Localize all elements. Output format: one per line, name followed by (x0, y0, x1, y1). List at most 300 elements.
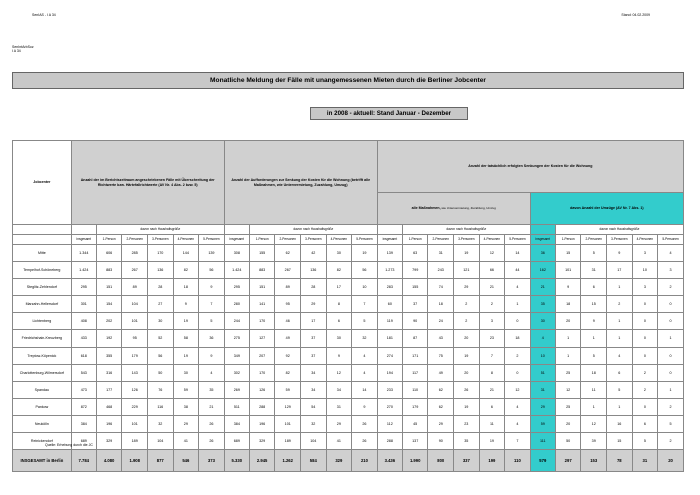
value-cell: 177 (96, 381, 122, 398)
value-cell: 280 (224, 296, 249, 313)
value-cell: 6 (479, 398, 505, 415)
value-cell: 384 (224, 415, 249, 432)
value-cell: 1 (505, 296, 531, 313)
value-cell: 29 (301, 296, 327, 313)
value-cell: 0 (658, 347, 684, 364)
value-cell: 89 (122, 279, 148, 296)
value-cell: 78 (607, 450, 633, 472)
value-cell: 1.424 (224, 262, 249, 279)
value-cell: 30 (530, 313, 555, 330)
col-header-4-person: 4-Personen (479, 235, 505, 245)
value-cell: 62 (428, 381, 454, 398)
value-cell: 39 (581, 433, 607, 450)
value-cell: 199 (479, 450, 505, 472)
value-cell: 44 (505, 262, 531, 279)
value-cell: 337 (454, 450, 480, 472)
value-cell: 17 (301, 313, 327, 330)
table-row (13, 433, 684, 450)
value-cell: 137 (402, 433, 428, 450)
value-cell: 26 (199, 433, 225, 450)
value-cell: 3.436 (377, 450, 402, 472)
value-cell: 4 (607, 347, 633, 364)
jobcenter-name: Charlottenburg-Wilmersdorf (13, 364, 72, 381)
group-header-requests: Anzahl der Aufforderungen zur Senkung der Kosten für die Wohnung (betrifft alle Maßnahmen, wie Untervermietung, Zuzahlung, Umzug) (224, 141, 377, 225)
jobcenter-name: Pankow (13, 398, 72, 415)
value-cell: 1 (607, 398, 633, 415)
value-cell: 151 (249, 279, 275, 296)
value-cell: 82 (326, 262, 352, 279)
value-cell: 618 (71, 347, 96, 364)
col-header-1-person: 1-Person (96, 235, 122, 245)
col-header-3-person: 3-Personen (147, 235, 173, 245)
value-cell: 7 (479, 347, 505, 364)
jobcenter-name: Lichtenberg (13, 313, 72, 330)
value-cell: 2.945 (249, 450, 275, 472)
value-cell: 5.330 (224, 450, 249, 472)
value-cell: 38 (173, 398, 199, 415)
value-cell: 56 (352, 262, 378, 279)
value-cell: 4 (530, 330, 555, 347)
value-cell: 1 (607, 279, 633, 296)
col-header-total: insgesamt (71, 235, 96, 245)
col-header-2-person: 2-Personen (581, 235, 607, 245)
table-row (13, 364, 684, 381)
value-cell: 877 (147, 450, 173, 472)
value-cell: 207 (249, 347, 275, 364)
value-cell: 244 (224, 313, 249, 330)
value-cell: 5 (581, 245, 607, 262)
value-cell: 301 (71, 296, 96, 313)
value-cell: 92 (275, 347, 301, 364)
group-header-moves: davon Anzahl der Umzüge (AV Nr. 7 Abs. 1) (530, 193, 683, 225)
value-cell: 20 (555, 313, 581, 330)
value-cell: 25 (555, 364, 581, 381)
value-cell: 26 (199, 415, 225, 432)
value-cell: 243 (428, 262, 454, 279)
value-cell: 26 (352, 433, 378, 450)
value-cell: 20 (658, 450, 684, 472)
col-header-5-person: 5-Personen (352, 235, 378, 245)
value-cell: 4 (352, 364, 378, 381)
value-cell: 6 (607, 364, 633, 381)
household-size-header: davon nach Haushaltsgröße (555, 225, 683, 235)
value-cell: 9 (199, 279, 225, 296)
value-cell: 18 (505, 330, 531, 347)
value-cell: 21 (479, 279, 505, 296)
value-cell: 4 (352, 347, 378, 364)
value-cell: 2 (479, 296, 505, 313)
value-cell: 29 (454, 279, 480, 296)
value-cell: 1 (607, 330, 633, 347)
value-cell: 139 (199, 245, 225, 262)
col-header-total: insgesamt (530, 235, 555, 245)
jobcenter-name: Spandau (13, 381, 72, 398)
value-cell: 0 (632, 296, 658, 313)
value-cell: 10 (352, 279, 378, 296)
value-cell: 151 (96, 279, 122, 296)
value-cell: 0 (658, 364, 684, 381)
value-cell: 1.344 (71, 245, 96, 262)
value-cell: 144 (173, 245, 199, 262)
value-cell: 155 (249, 245, 275, 262)
value-cell: 689 (71, 433, 96, 450)
value-cell: 3 (632, 279, 658, 296)
value-cell: 288 (249, 398, 275, 415)
value-cell: 302 (224, 364, 249, 381)
value-cell: 10 (530, 347, 555, 364)
value-cell: 41 (326, 433, 352, 450)
value-cell: 0 (632, 347, 658, 364)
table-row (13, 381, 684, 398)
jobcenter-header: Jobcenter (13, 141, 72, 225)
value-cell: 9 (352, 398, 378, 415)
report-title: Monatliche Meldung der Fälle mit unangemessenen Mieten durch die Berliner Jobcenter (12, 72, 684, 89)
value-cell: 28 (147, 279, 173, 296)
value-cell: 274 (377, 347, 402, 364)
value-cell: 31 (530, 381, 555, 398)
value-cell: 5 (352, 313, 378, 330)
value-cell: 29 (428, 415, 454, 432)
value-cell: 121 (454, 262, 480, 279)
col-header-4-person: 4-Personen (632, 235, 658, 245)
value-cell: 136 (147, 262, 173, 279)
household-size-header: davon nach Haushaltsgröße (96, 225, 224, 235)
value-cell: 0 (632, 313, 658, 330)
value-cell: 110 (505, 450, 531, 472)
empty-header-cell (71, 225, 96, 235)
jobcenter-name: Marzahn-Hellersdorf (13, 296, 72, 313)
all-measures-label: alle Maßnahmen, (411, 206, 441, 211)
value-cell: 1.273 (377, 262, 402, 279)
group-header-reductions: Anzahl der tatsächlich erfolgten Senkungen der Kosten für die Wohnung (377, 141, 683, 193)
value-cell: 872 (71, 398, 96, 415)
col-header-4-person: 4-Personen (326, 235, 352, 245)
value-cell: 15 (607, 433, 633, 450)
value-cell: 17 (607, 262, 633, 279)
value-cell: 21 (530, 279, 555, 296)
value-cell: 4 (505, 279, 531, 296)
value-cell: 4 (505, 415, 531, 432)
value-cell: 31 (326, 398, 352, 415)
value-cell: 408 (71, 313, 96, 330)
value-cell: 297 (555, 450, 581, 472)
value-cell: 50 (147, 364, 173, 381)
value-cell: 2 (505, 347, 531, 364)
value-cell: 295 (224, 279, 249, 296)
value-cell: 127 (249, 330, 275, 347)
value-cell: 31 (581, 262, 607, 279)
value-cell: 23 (454, 415, 480, 432)
col-header-1-person: 1-Person (555, 235, 581, 245)
value-cell: 9 (326, 347, 352, 364)
group-header-written: Anzahl der im Berichtszeitraum angeschriebenen Fälle mit Überschreitung der Richtwerte bzw. Härtefallrichtwerte (AV Nr. 4 Abs. 2 bzw. 5) (71, 141, 224, 225)
jobcenter-name: Friedrichshain-Kreuzberg (13, 330, 72, 347)
value-cell: 32 (301, 415, 327, 432)
value-cell: 14 (505, 245, 531, 262)
value-cell: 34 (326, 381, 352, 398)
empty-header-cell (224, 225, 249, 235)
value-cell: 126 (249, 381, 275, 398)
page-header-right: Stand: 04.02.2009 (621, 13, 650, 17)
value-cell: 689 (224, 433, 249, 450)
value-cell: 329 (249, 433, 275, 450)
value-cell: 7 (352, 296, 378, 313)
value-cell: 116 (147, 398, 173, 415)
value-cell: 5 (607, 381, 633, 398)
value-cell: 76 (147, 381, 173, 398)
household-size-header: davon nach Haushaltsgröße (402, 225, 530, 235)
value-cell: 15 (555, 245, 581, 262)
value-cell: 101 (275, 415, 301, 432)
value-cell: 19 (173, 313, 199, 330)
value-cell: 0 (505, 364, 531, 381)
department-reference (12, 45, 34, 53)
value-cell: 2 (454, 313, 480, 330)
value-cell: 21 (199, 398, 225, 415)
value-cell: 1 (658, 330, 684, 347)
value-cell: 799 (402, 262, 428, 279)
value-cell: 0 (632, 398, 658, 415)
col-header-1-person: 1-Person (402, 235, 428, 245)
value-cell: 9 (199, 347, 225, 364)
col-header-2-person: 2-Personen (428, 235, 454, 245)
value-cell: 104 (122, 296, 148, 313)
empty-header-cell (530, 225, 555, 235)
value-cell: 35 (199, 381, 225, 398)
col-header-3-person: 3-Personen (301, 235, 327, 245)
value-cell: 4.080 (96, 450, 122, 472)
value-cell: 181 (377, 330, 402, 347)
value-cell: 5 (581, 347, 607, 364)
value-cell: 7 (199, 296, 225, 313)
value-cell: 12 (555, 381, 581, 398)
value-cell: 1 (658, 381, 684, 398)
value-cell: 19 (454, 398, 480, 415)
value-cell: 37 (402, 296, 428, 313)
value-cell: 111 (530, 433, 555, 450)
value-cell: 29 (326, 415, 352, 432)
table-row (13, 245, 684, 262)
value-cell: 155 (402, 279, 428, 296)
table-row (13, 398, 684, 415)
value-cell: 36 (199, 330, 225, 347)
value-cell: 800 (428, 450, 454, 472)
value-cell: 89 (275, 279, 301, 296)
value-cell: 584 (301, 450, 327, 472)
value-cell: 229 (122, 398, 148, 415)
value-cell: 6 (581, 279, 607, 296)
table-row (13, 415, 684, 432)
value-cell: 196 (249, 415, 275, 432)
value-cell: 59 (530, 415, 555, 432)
value-cell: 473 (71, 381, 96, 398)
value-cell: 37 (301, 347, 327, 364)
value-cell: 136 (301, 262, 327, 279)
value-cell: 12 (581, 415, 607, 432)
value-cell: 31 (428, 245, 454, 262)
value-cell: 267 (275, 262, 301, 279)
value-cell: 12 (326, 364, 352, 381)
value-cell: 9 (173, 296, 199, 313)
value-cell: 63 (402, 245, 428, 262)
value-cell: 179 (122, 347, 148, 364)
value-cell: 59 (173, 381, 199, 398)
value-cell: 110 (402, 381, 428, 398)
value-cell: 82 (173, 262, 199, 279)
value-cell: 26 (352, 415, 378, 432)
value-cell: 285 (122, 245, 148, 262)
value-cell: 12 (479, 245, 505, 262)
value-cell: 0 (658, 296, 684, 313)
col-header-2-person: 2-Personen (122, 235, 148, 245)
total-row (13, 450, 684, 472)
value-cell: 45 (402, 415, 428, 432)
value-cell: 4 (658, 245, 684, 262)
col-header-total: insgesamt (224, 235, 249, 245)
empty-header-cell (377, 225, 402, 235)
value-cell: 37 (301, 330, 327, 347)
value-cell: 34 (301, 364, 327, 381)
value-cell: 1.908 (122, 450, 148, 472)
value-cell: 11 (581, 381, 607, 398)
value-cell: 21 (479, 381, 505, 398)
col-header-1-person: 1-Person (249, 235, 275, 245)
value-cell: 101 (555, 262, 581, 279)
value-cell: 31 (632, 450, 658, 472)
table-row (13, 313, 684, 330)
value-cell: 194 (377, 364, 402, 381)
value-cell: 104 (301, 433, 327, 450)
value-cell: 60 (377, 296, 402, 313)
value-cell: 2 (454, 296, 480, 313)
value-cell: 143 (122, 364, 148, 381)
value-cell: 104 (147, 433, 173, 450)
value-cell: 14 (352, 381, 378, 398)
value-cell: 90 (402, 313, 428, 330)
value-cell: 15 (581, 296, 607, 313)
value-cell: 8 (326, 296, 352, 313)
value-cell: 3 (632, 245, 658, 262)
value-cell: 329 (96, 433, 122, 450)
value-cell: 355 (96, 347, 122, 364)
value-cell: 308 (224, 245, 249, 262)
col-header-total: insgesamt (377, 235, 402, 245)
value-cell: 19 (173, 347, 199, 364)
value-cell: 154 (96, 296, 122, 313)
value-cell: 171 (402, 347, 428, 364)
value-cell: 189 (122, 433, 148, 450)
value-cell: 56 (199, 262, 225, 279)
value-cell: 295 (71, 279, 96, 296)
value-cell: 1 (581, 330, 607, 347)
jobcenter-name: Treptow-Köpenick (13, 347, 72, 364)
value-cell: 141 (249, 296, 275, 313)
jobcenter-name: Reinickendorf (13, 433, 72, 450)
value-cell: 196 (96, 415, 122, 432)
value-cell: 101 (122, 313, 148, 330)
value-cell: 546 (173, 450, 199, 472)
value-cell: 129 (275, 398, 301, 415)
value-cell: 16 (607, 415, 633, 432)
col-header-5-person: 5-Personen (505, 235, 531, 245)
table-row (13, 347, 684, 364)
value-cell: 95 (122, 330, 148, 347)
value-cell: 1 (607, 313, 633, 330)
value-cell: 269 (224, 381, 249, 398)
value-cell: 32 (147, 415, 173, 432)
value-cell: 59 (275, 381, 301, 398)
value-cell: 6 (632, 415, 658, 432)
value-cell: 283 (377, 279, 402, 296)
reference-line-2: I A 34 (12, 49, 21, 53)
col-header-5-person: 5-Personen (199, 235, 225, 245)
value-cell: 233 (377, 381, 402, 398)
value-cell: 74 (428, 279, 454, 296)
value-cell: 202 (96, 313, 122, 330)
value-cell: 2 (607, 296, 633, 313)
value-cell: 101 (122, 415, 148, 432)
value-cell: 18 (555, 296, 581, 313)
value-cell: 28 (301, 279, 327, 296)
value-cell: 1 (555, 330, 581, 347)
value-cell: 32 (352, 330, 378, 347)
table-row (13, 330, 684, 347)
value-cell: 4 (199, 364, 225, 381)
value-cell: 1.262 (275, 450, 301, 472)
value-cell: 329 (326, 450, 352, 472)
value-cell: 49 (275, 330, 301, 347)
value-cell: 27 (147, 296, 173, 313)
col-header-5-person: 5-Personen (658, 235, 684, 245)
value-cell: 468 (96, 398, 122, 415)
value-cell: 50 (555, 433, 581, 450)
value-cell: 29 (173, 415, 199, 432)
value-cell: 23 (479, 330, 505, 347)
value-cell: 9 (555, 279, 581, 296)
value-cell: 139 (377, 245, 402, 262)
value-cell: 34 (301, 381, 327, 398)
value-cell: 42 (301, 245, 327, 262)
value-cell: 2 (658, 433, 684, 450)
value-cell: 192 (96, 330, 122, 347)
value-cell: 43 (428, 330, 454, 347)
value-cell: 0 (505, 313, 531, 330)
value-cell: 51 (530, 364, 555, 381)
value-cell: 543 (71, 364, 96, 381)
value-cell: 30 (326, 245, 352, 262)
value-cell: 267 (122, 262, 148, 279)
value-cell: 270 (377, 398, 402, 415)
col-header-3-person: 3-Personen (607, 235, 633, 245)
value-cell: 373 (199, 450, 225, 472)
value-cell: 883 (249, 262, 275, 279)
value-cell: 49 (428, 364, 454, 381)
jobcenter-table (12, 140, 684, 472)
value-cell: 316 (96, 364, 122, 381)
value-cell: 35 (454, 433, 480, 450)
value-cell: 35 (530, 296, 555, 313)
value-cell: 7 (505, 433, 531, 450)
value-cell: 54 (301, 398, 327, 415)
value-cell: 11 (479, 415, 505, 432)
page-header-left: SenIAS - I A 34 (32, 13, 56, 17)
value-cell: 25 (555, 398, 581, 415)
col-header-2-person: 2-Personen (275, 235, 301, 245)
table-row (13, 279, 684, 296)
value-cell: 30 (326, 330, 352, 347)
value-cell: 58 (173, 330, 199, 347)
jobcenter-name: Mitte (13, 245, 72, 262)
